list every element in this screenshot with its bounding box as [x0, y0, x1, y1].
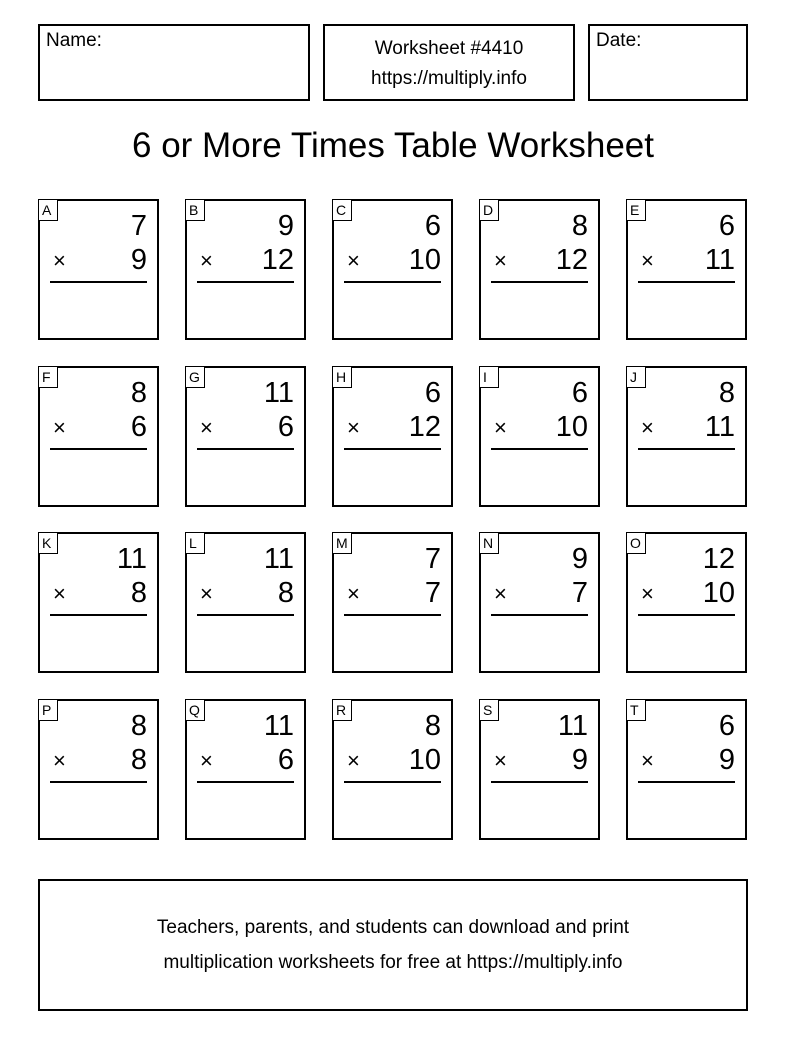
- problem-card[interactable]: [479, 199, 600, 340]
- answer-line: [638, 781, 735, 783]
- answer-line: [344, 614, 441, 616]
- multiplicand: 12: [702, 543, 735, 575]
- multiplicand: 9: [571, 543, 588, 575]
- answer-line: [197, 448, 294, 450]
- footer-line-2: multiplication worksheets for free at https://multiply.info: [163, 952, 623, 973]
- multiplier: 12: [555, 244, 588, 276]
- multiplicand: 6: [718, 710, 735, 742]
- answer-line: [50, 781, 147, 783]
- multiplicand: 11: [116, 543, 147, 575]
- multiplier: 10: [408, 744, 441, 776]
- multiplicand: 11: [263, 543, 294, 575]
- answer-line: [638, 614, 735, 616]
- problem-card[interactable]: [38, 532, 159, 673]
- answer-line: [50, 281, 147, 283]
- problem-letter: J: [626, 366, 646, 388]
- answer-line: [344, 281, 441, 283]
- problem-letter: A: [38, 199, 58, 221]
- times-sign: ×: [347, 748, 360, 773]
- answer-line: [491, 614, 588, 616]
- multiplicand: 7: [424, 543, 441, 575]
- problem-letter: B: [185, 199, 205, 221]
- times-sign: ×: [641, 415, 654, 440]
- times-sign: ×: [53, 748, 66, 773]
- times-sign: ×: [494, 581, 507, 606]
- problem-letter: D: [479, 199, 499, 221]
- problem-card[interactable]: [332, 699, 453, 840]
- problem-card[interactable]: [185, 532, 306, 673]
- worksheet-url: https://multiply.info: [371, 68, 527, 89]
- times-sign: ×: [200, 581, 213, 606]
- answer-line: [491, 281, 588, 283]
- problem-letter: P: [38, 699, 58, 721]
- problem-letter: M: [332, 532, 352, 554]
- times-sign: ×: [494, 748, 507, 773]
- problem-letter: O: [626, 532, 646, 554]
- multiplicand: 6: [424, 377, 441, 409]
- problem-card[interactable]: [479, 532, 600, 673]
- answer-line: [491, 448, 588, 450]
- multiplier: 9: [718, 744, 735, 776]
- multiplicand: 8: [718, 377, 735, 409]
- multiplier: 7: [424, 577, 441, 609]
- problem-card[interactable]: [626, 532, 747, 673]
- times-sign: ×: [347, 415, 360, 440]
- problem-letter: F: [38, 366, 58, 388]
- problem-card[interactable]: [38, 366, 159, 507]
- problem-letter: H: [332, 366, 352, 388]
- date-label: Date:: [596, 30, 642, 51]
- times-sign: ×: [200, 248, 213, 273]
- problem-card[interactable]: [626, 199, 747, 340]
- name-label: Name:: [46, 30, 102, 51]
- multiplier: 10: [555, 411, 588, 443]
- problem-letter: T: [626, 699, 646, 721]
- multiplicand: 8: [130, 710, 147, 742]
- footer-line-1: Teachers, parents, and students can download and print: [156, 917, 630, 938]
- problem-card[interactable]: [185, 199, 306, 340]
- multiplier: 11: [704, 411, 735, 443]
- problem-card[interactable]: [38, 699, 159, 840]
- times-sign: ×: [347, 248, 360, 273]
- times-sign: ×: [641, 248, 654, 273]
- problem-card[interactable]: [332, 199, 453, 340]
- answer-line: [197, 281, 294, 283]
- answer-line: [638, 448, 735, 450]
- footer-box: [38, 879, 748, 1011]
- multiplicand: 6: [571, 377, 588, 409]
- problem-card[interactable]: [185, 366, 306, 507]
- multiplicand: 11: [263, 710, 294, 742]
- date-field-box[interactable]: [588, 24, 748, 101]
- page-title: 6 or More Times Table Worksheet: [132, 126, 654, 165]
- multiplicand: 6: [424, 210, 441, 242]
- answer-line: [344, 781, 441, 783]
- multiplier: 12: [261, 244, 294, 276]
- multiplier: 9: [130, 244, 147, 276]
- problem-letter: C: [332, 199, 352, 221]
- times-sign: ×: [347, 581, 360, 606]
- times-sign: ×: [494, 248, 507, 273]
- worksheet-info-box: [323, 24, 575, 101]
- problem-card[interactable]: [185, 699, 306, 840]
- multiplicand: 9: [277, 210, 294, 242]
- problem-letter: S: [479, 699, 499, 721]
- answer-line: [50, 448, 147, 450]
- times-sign: ×: [641, 748, 654, 773]
- times-sign: ×: [494, 415, 507, 440]
- name-field-box[interactable]: [38, 24, 310, 101]
- problem-letter: R: [332, 699, 352, 721]
- multiplier: 8: [277, 577, 294, 609]
- worksheet-number: Worksheet #4410: [374, 38, 524, 59]
- problem-letter: E: [626, 199, 646, 221]
- multiplier: 9: [571, 744, 588, 776]
- multiplier: 6: [277, 744, 294, 776]
- multiplier: 12: [408, 411, 441, 443]
- multiplicand: 11: [557, 710, 588, 742]
- answer-line: [197, 781, 294, 783]
- times-sign: ×: [641, 581, 654, 606]
- problem-letter: N: [479, 532, 499, 554]
- problem-letter: K: [38, 532, 58, 554]
- times-sign: ×: [200, 415, 213, 440]
- multiplier: 6: [130, 411, 147, 443]
- times-sign: ×: [200, 748, 213, 773]
- answer-line: [638, 281, 735, 283]
- multiplicand: 6: [718, 210, 735, 242]
- problem-card[interactable]: [626, 366, 747, 507]
- multiplicand: 7: [130, 210, 147, 242]
- problem-card[interactable]: [332, 366, 453, 507]
- problem-card[interactable]: [332, 532, 453, 673]
- answer-line: [344, 448, 441, 450]
- problem-letter: I: [479, 366, 499, 388]
- multiplier: 11: [704, 244, 735, 276]
- multiplicand: 11: [263, 377, 294, 409]
- multiplicand: 8: [571, 210, 588, 242]
- times-sign: ×: [53, 248, 66, 273]
- problem-card[interactable]: [626, 699, 747, 840]
- problem-letter: L: [185, 532, 205, 554]
- problem-card[interactable]: [479, 366, 600, 507]
- answer-line: [50, 614, 147, 616]
- answer-line: [491, 781, 588, 783]
- times-sign: ×: [53, 581, 66, 606]
- multiplicand: 8: [424, 710, 441, 742]
- multiplier: 7: [571, 577, 588, 609]
- multiplier: 10: [408, 244, 441, 276]
- problem-card[interactable]: [479, 699, 600, 840]
- problem-letter: Q: [185, 699, 205, 721]
- multiplier: 6: [277, 411, 294, 443]
- multiplicand: 8: [130, 377, 147, 409]
- answer-line: [197, 614, 294, 616]
- multiplier: 10: [702, 577, 735, 609]
- multiplier: 8: [130, 744, 147, 776]
- problem-letter: G: [185, 366, 205, 388]
- times-sign: ×: [53, 415, 66, 440]
- multiplier: 8: [130, 577, 147, 609]
- problem-card[interactable]: [38, 199, 159, 340]
